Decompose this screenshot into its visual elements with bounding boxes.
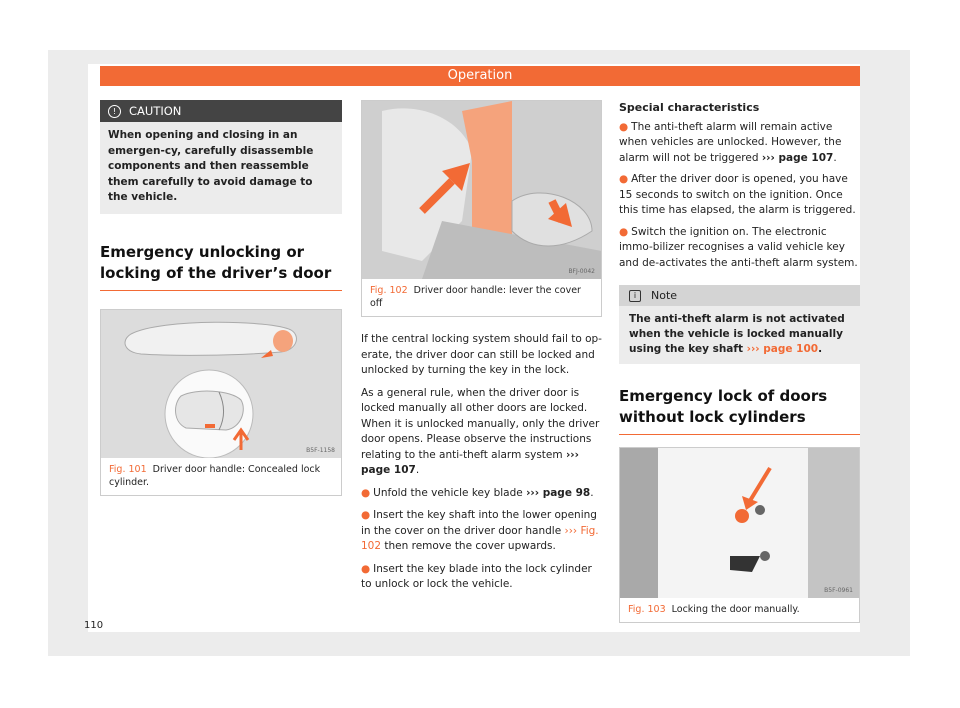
door-handle-cover-illustration	[362, 101, 601, 279]
bullet-insert-blade-text: Insert the key blade into the lock cylinder to unlock or lock the vehicle.	[361, 562, 592, 590]
bullet-insert-shaft-text: Insert the key shaft into the lower opening in the cover on the driver door handle	[361, 509, 597, 537]
figure-101-number: Fig. 101	[109, 463, 147, 475]
figure-103-caption-text: Locking the door manually.	[671, 604, 800, 615]
section-heading-emergency-lock: Emergency lock of doors without lock cylinders	[619, 386, 860, 435]
bullet-dot-icon: ●	[619, 173, 629, 185]
caution-box	[100, 100, 342, 214]
fig-102-link[interactable]: ››› Fig. 102	[361, 524, 599, 552]
paragraph-general-rule-text: As a general rule, when the driver door is locked manually all other doors are locked. When it is unlocked manually, only the driver door opens. Please observe the instructions relating to the anti-theft alarm system	[361, 386, 600, 461]
special-characteristics-heading: Special characteristics	[619, 101, 760, 114]
bullet-ignition-text: Switch the ignition on. The electronic immo-bilizer recognises a valid vehicle key and de-activates the anti-theft alarm system.	[619, 225, 858, 269]
figure-103-image	[620, 448, 859, 598]
figure-103-code: B5F-0961	[824, 587, 853, 594]
door-lock-illustration	[620, 448, 859, 598]
page-number: 110	[84, 620, 104, 631]
exclamation-circle-icon: !	[108, 105, 121, 118]
bullet-15-seconds	[619, 172, 860, 219]
figure-101	[100, 309, 342, 496]
page-107-link[interactable]: ››› page 107	[761, 151, 834, 164]
bullet-unfold-key-text: Unfold the vehicle key blade	[373, 486, 527, 499]
paragraph-general-rule: As a general rule, when the driver door is locked manually all other doors are locked. When it is unlocked manually, only the driver door opens. Please observe the instructions relating to the anti-theft alarm system ››› page 107.	[361, 386, 600, 476]
note-text-body: The anti-theft alarm is not activated when the vehicle is locked manually using the key shaft	[629, 313, 845, 355]
note-box	[619, 285, 860, 364]
note-title: Note	[651, 289, 678, 302]
figure-101-caption-text: Driver door handle: Concealed lock cylinder.	[109, 463, 321, 488]
bullet-dot-icon: ●	[619, 225, 629, 238]
figure-102	[361, 100, 602, 317]
figure-103	[619, 447, 860, 623]
figure-102-number: Fig. 102	[370, 285, 408, 296]
figure-102-image	[362, 101, 601, 279]
bullet-dot-icon: ●	[619, 120, 629, 133]
page-107-link[interactable]: ››› page 107	[361, 448, 579, 476]
bullet-ignition	[619, 225, 860, 272]
page-header: Operation	[100, 66, 860, 86]
note-header	[619, 285, 860, 306]
figure-101-image	[101, 310, 341, 458]
bullet-insert-blade	[361, 562, 602, 593]
bullet-dot-icon: ●	[361, 486, 371, 499]
bullet-insert-shaft	[361, 508, 602, 555]
note-text: The anti-theft alarm is not activated when the vehicle is locked manually using the key shaft ››› page 100.	[629, 313, 845, 355]
caution-title: CAUTION	[129, 104, 182, 118]
figure-103-number: Fig. 103	[628, 604, 666, 615]
column-left	[100, 100, 342, 496]
bullet-alarm-active-text: The anti-theft alarm will remain active when vehicles are unlocked. However, the alarm will not be triggered	[619, 120, 842, 164]
column-right	[619, 100, 860, 623]
bullet-dot-icon: ●	[361, 509, 371, 521]
page-98-link[interactable]: ››› page 98	[526, 486, 591, 499]
bullet-15-seconds-text: After the driver door is opened, you have 15 seconds to switch on the ignition. Once this time has elapsed, the alarm is triggered.	[619, 173, 856, 216]
caution-text: When opening and closing in an emergen-cy, carefully disassemble components and then reassemble them carefully to avoid damage to the vehicle.	[108, 129, 314, 203]
bullet-dot-icon: ●	[361, 562, 371, 575]
figure-102-caption	[362, 279, 601, 316]
caution-header	[100, 100, 342, 122]
bullet-insert-shaft-tail: then remove the cover upwards.	[381, 540, 556, 552]
bullet-alarm-active: ● The anti-theft alarm will remain active when vehicles are unlocked. However, the alarm will not be triggered ››› page 107.	[619, 120, 842, 164]
figure-102-code: BFJ-0042	[568, 268, 595, 275]
paragraph-central-locking: If the central locking system should fail to op-erate, the driver door can still be locked and unlocked by turning the key in the lock.	[361, 333, 602, 376]
figure-101-code: B5F-1158	[306, 446, 335, 454]
bullet-unfold-key: ● Unfold the vehicle key blade ››› page 98.	[361, 486, 594, 499]
figure-103-caption	[620, 598, 859, 622]
section-heading-emergency-unlocking: Emergency unlocking or locking of the driver’s door	[100, 242, 342, 291]
info-icon: i	[629, 290, 641, 302]
figure-101-caption	[101, 458, 341, 495]
door-handle-illustration	[101, 310, 341, 458]
column-middle	[361, 100, 602, 593]
figure-102-caption-text: Driver door handle: lever the cover off	[370, 285, 581, 309]
page-100-link[interactable]: ››› page 100	[746, 343, 819, 355]
